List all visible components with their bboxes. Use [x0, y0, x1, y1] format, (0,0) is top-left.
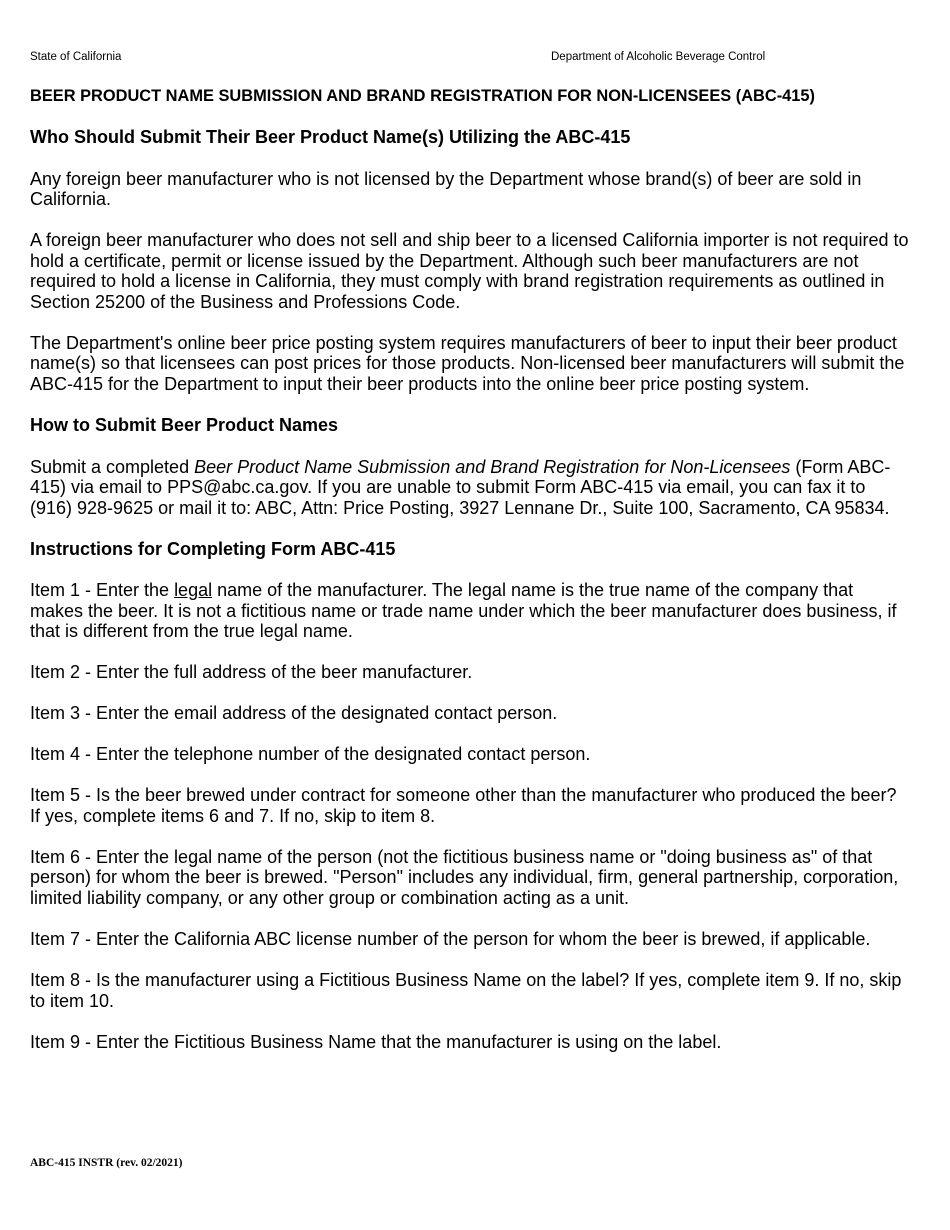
- instruction-item-4: Item 4 - Enter the telephone number of the designated contact person.: [30, 744, 591, 765]
- paragraph-foreign-manufacturer: Any foreign beer manufacturer who is not licensed by the Department whose brand(s) of beer are sold in California.: [30, 168, 862, 210]
- instruction-item-8: Item 8 - Is the manufacturer using a Fictitious Business Name on the label? If yes, complete item 9. If no, skip to item 10.: [30, 970, 902, 1011]
- item1-lead-text: Item 1 - Enter the: [30, 580, 175, 601]
- item1-rest-text: name of the manufacturer. The legal name is the true name of the company that makes the beer. It is not a fictitious name or trade name under which the beer manufacturer does business, if that is different from the true legal name.: [30, 580, 897, 642]
- paragraph-price-posting-system: The Department's online beer price posting system requires manufacturers of beer to input their beer product name(s) so that licensees can post prices for those products. Non-licensed beer manufacturers will submit the ABC-415 for the Department to input their beer products into the online beer price posting system.: [30, 332, 905, 395]
- header-state: State of California: [30, 51, 122, 63]
- form-title-italic: Beer Product Name Submission and Brand Registration for Non-Licensees: [194, 456, 791, 477]
- instruction-item-6: Item 6 - Enter the legal name of the person (not the fictitious business name or "doing business as" of that person) for whom the beer is brewed. "Person" includes any individual, firm, general partnership, corporation, limited liability company, or any other group or combination acting as a unit.: [30, 846, 899, 909]
- submission-details-text: (Form ABC-415) via email to PPS@abc.ca.gov. If you are unable to submit Form ABC-415 via email, you can fax it to (916) 928-9625 or mail it to: ABC, Attn: Price Posting, 3927 Lennane Dr., Suite 100, Sacramento, CA 95834.: [30, 456, 891, 518]
- instruction-item-5: Item 5 - Is the beer brewed under contract for someone other than the manufacturer who produced the beer? If yes, complete items 6 and 7. If no, skip to item 8.: [30, 785, 897, 826]
- paragraph-license-requirement: A foreign beer manufacturer who does not sell and ship beer to a licensed California importer is not required to hold a certificate, permit or license issued by the Department. Although such beer manufacturers are not required to hold a license in California, they must comply with brand registration requirements as outlined in Section 25200 of the Business and Professions Code.: [30, 230, 909, 312]
- footer-form-revision: ABC-415 INSTR (rev. 02/2021): [30, 1157, 183, 1169]
- heading-how-to-submit: How to Submit Beer Product Names: [30, 415, 339, 436]
- document-body: [30, 127, 910, 1073]
- instruction-item-1: [30, 580, 910, 642]
- document-title: BEER PRODUCT NAME SUBMISSION AND BRAND REGISTRATION FOR NON-LICENSEES (ABC-415): [30, 87, 815, 105]
- header-department: Department of Alcoholic Beverage Control: [551, 51, 766, 63]
- heading-instructions: Instructions for Completing Form ABC-415: [30, 538, 396, 559]
- paragraph-submission-method: [30, 457, 910, 519]
- item1-legal-underlined: legal: [174, 580, 213, 601]
- instruction-item-2: Item 2 - Enter the full address of the beer manufacturer.: [30, 662, 473, 683]
- instruction-item-9: Item 9 - Enter the Fictitious Business Name that the manufacturer is using on the label.: [30, 1031, 722, 1052]
- heading-who-should-submit: Who Should Submit Their Beer Product Name(s) Utilizing the ABC-415: [30, 127, 631, 147]
- instruction-item-7: Item 7 - Enter the California ABC license number of the person for whom the beer is brewed, if applicable.: [30, 929, 871, 950]
- submission-lead-text: Submit a completed: [30, 456, 195, 477]
- instruction-item-3: Item 3 - Enter the email address of the designated contact person.: [30, 703, 558, 724]
